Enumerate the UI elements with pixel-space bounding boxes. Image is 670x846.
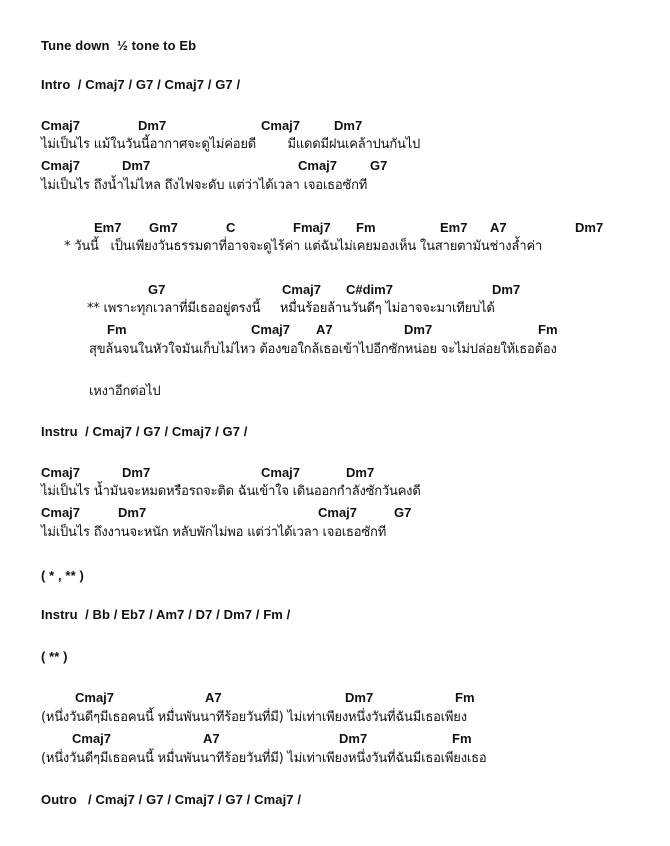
chord: Cmaj7 [261, 118, 301, 133]
repeat-marker: ( * , ** ) [41, 568, 84, 583]
chord: G7 [394, 505, 412, 520]
lyric-line: สุขล้นจนในหัวใจมันเก็บไม่ไหว ต้องขอใกล้เธอเข้าไปอีกซักหน่อย จะไม่ปล่อยให้เธอต้อง [89, 342, 557, 357]
lyric-line: * วันนี้ เป็นเพียงวันธรรมดาที่อาจจะดูไร้ค่า แต่ฉันไม่เคยมองเห็น ในสายตามันช่างล้ำค่า [64, 239, 543, 254]
repeat-marker: ( ** ) [41, 649, 68, 664]
tuning-note: Tune down ½ tone to Eb [41, 38, 197, 53]
chord: G7 [148, 282, 166, 297]
chord: Fm [356, 220, 376, 235]
chord: Gm7 [149, 220, 178, 235]
chord: Em7 [440, 220, 468, 235]
chord: A7 [203, 731, 220, 746]
chord: C#dim7 [346, 282, 393, 297]
chord: Em7 [94, 220, 122, 235]
chord: Cmaj7 [282, 282, 322, 297]
chord: Cmaj7 [72, 731, 112, 746]
instrumental-progression: Instru / Bb / Eb7 / Am7 / D7 / Dm7 / Fm / [41, 607, 291, 622]
chord: Fm [452, 731, 472, 746]
chord: Fm [538, 322, 558, 337]
chord: A7 [316, 322, 333, 337]
lyric-line: ** เพราะทุกเวลาที่มีเธออยู่ตรงนี้ หมื่นร้อยล้านวันดีๆ ไม่อาจจะมาเทียบได้ [87, 301, 495, 316]
lyric-line: เหงาอีกต่อไป [89, 384, 161, 399]
chord: Dm7 [118, 505, 147, 520]
chord: Cmaj7 [41, 158, 81, 173]
chord: Fmaj7 [293, 220, 331, 235]
chord: Dm7 [492, 282, 521, 297]
lyric-line: ไม่เป็นไร น้ำมันจะหมดหรือรถจะติด ฉันเข้าใจ เดินออกกำลังซักวันคงดี [41, 484, 421, 499]
lyric-line: ไม่เป็นไร ถึงงานจะหนัก หลับพักไม่พอ แต่ว่าได้เวลา เจอเธอซักที [41, 525, 387, 540]
chord: Cmaj7 [75, 690, 115, 705]
chord: Dm7 [334, 118, 363, 133]
chord: Cmaj7 [41, 118, 81, 133]
chord: Fm [107, 322, 127, 337]
instrumental-progression: Instru / Cmaj7 / G7 / Cmaj7 / G7 / [41, 424, 248, 439]
chord: Dm7 [122, 158, 151, 173]
chord: Cmaj7 [251, 322, 291, 337]
chord: Fm [455, 690, 475, 705]
chord: C [226, 220, 236, 235]
chord: G7 [370, 158, 388, 173]
chord: Dm7 [345, 690, 374, 705]
chord: Cmaj7 [318, 505, 358, 520]
chord: Cmaj7 [41, 465, 81, 480]
chord: Dm7 [122, 465, 151, 480]
outro-progression: Outro / Cmaj7 / G7 / Cmaj7 / G7 / Cmaj7 / [41, 792, 302, 807]
lyric-line: ไม่เป็นไร ถึงน้ำไม่ไหล ถึงไฟจะดับ แต่ว่าได้เวลา เจอเธอซักที [41, 178, 368, 193]
chord: Cmaj7 [41, 505, 81, 520]
chord: Dm7 [404, 322, 433, 337]
chord: Cmaj7 [298, 158, 338, 173]
lyric-line: (หนึ่งวันดีๆมีเธอคนนี้ หมื่นพันนาทีร้อยวันที่มี) ไม่เท่าเพียงหนึ่งวันที่ฉันมีเธอเพียงเธอ [41, 751, 487, 766]
chord: A7 [490, 220, 507, 235]
chord: A7 [205, 690, 222, 705]
lyric-line: ไม่เป็นไร แม้ในวันนี้อากาศจะดูไม่ค่อยดี มีแดดมีฝนเคล้าปนกันไป [41, 137, 421, 152]
lyric-line: (หนึ่งวันดีๆมีเธอคนนี้ หมื่นพันนาทีร้อยวันที่มี) ไม่เท่าเพียงหนึ่งวันที่ฉันมีเธอเพียง [41, 710, 467, 725]
chord: Dm7 [346, 465, 375, 480]
chord: Dm7 [339, 731, 368, 746]
intro-progression: Intro / Cmaj7 / G7 / Cmaj7 / G7 / [41, 77, 241, 92]
chord: Dm7 [138, 118, 167, 133]
chord: Dm7 [575, 220, 604, 235]
chord: Cmaj7 [261, 465, 301, 480]
